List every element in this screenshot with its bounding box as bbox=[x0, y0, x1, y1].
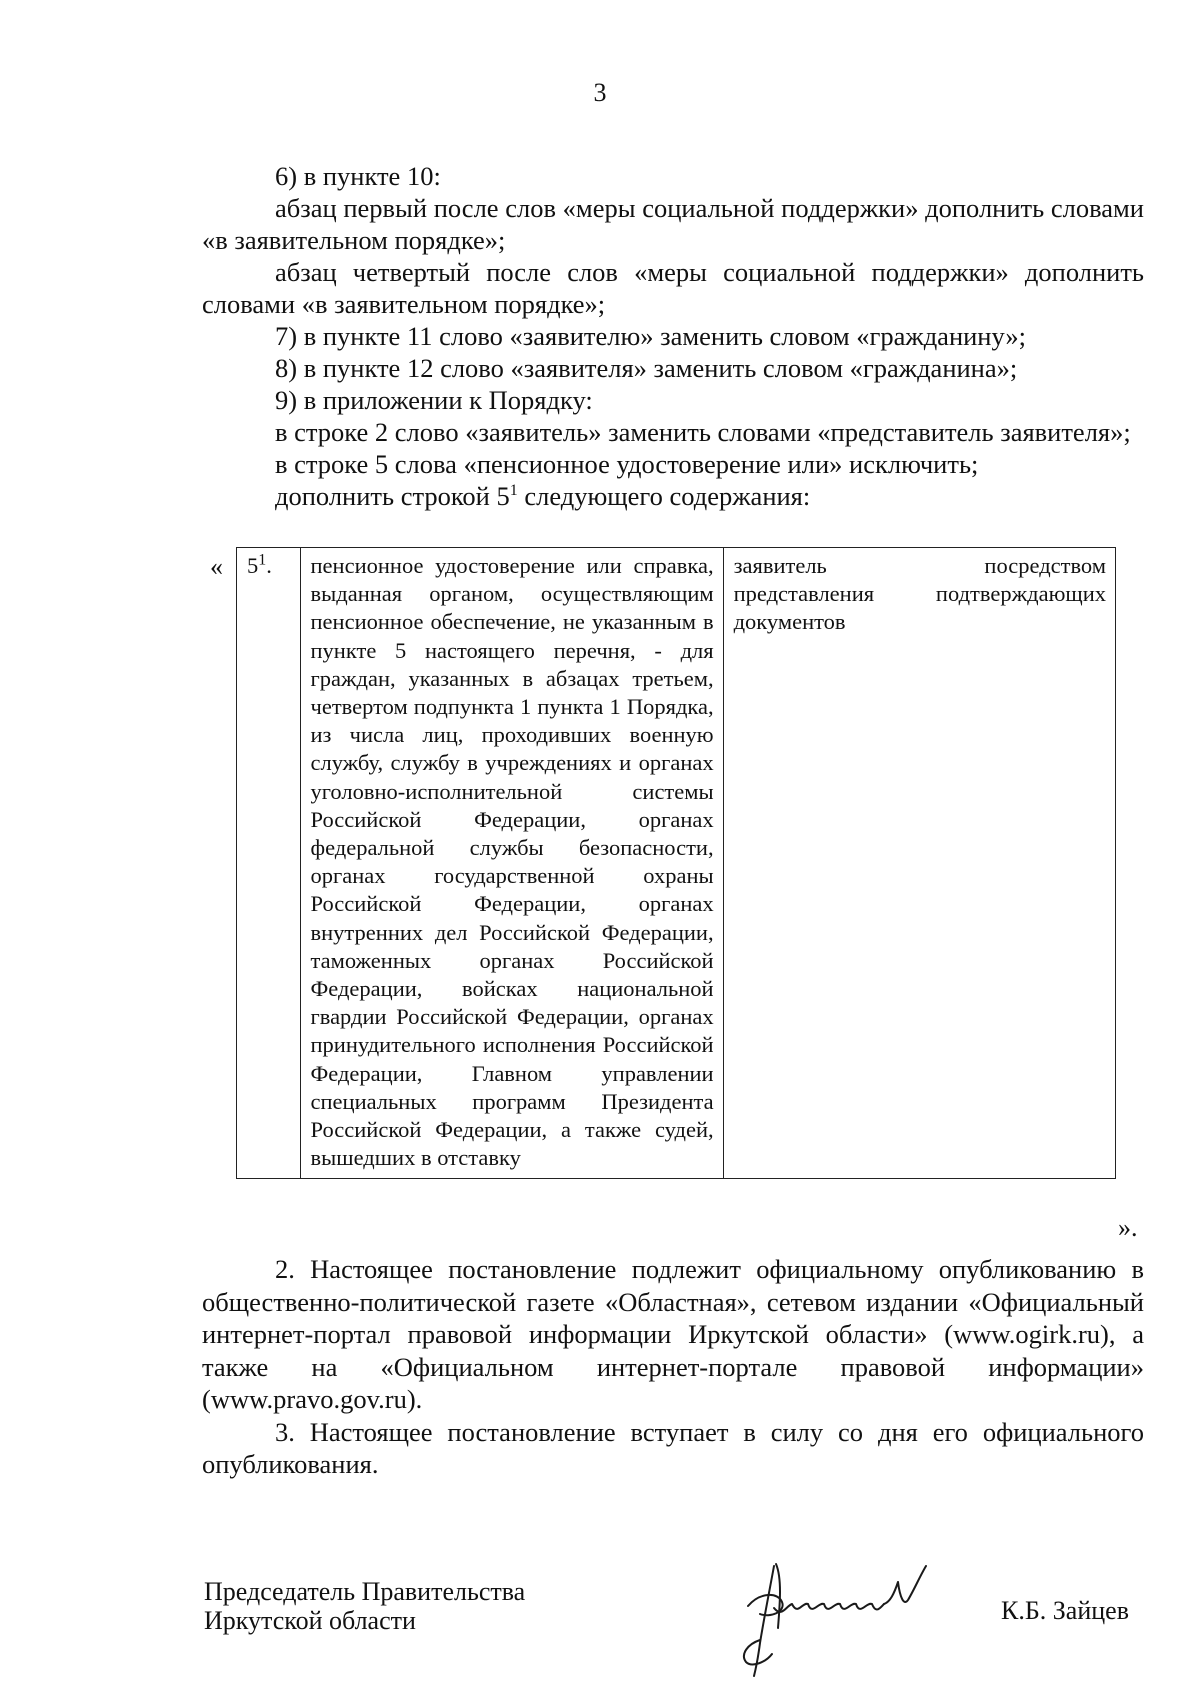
submitter-cell bbox=[723, 548, 1115, 1179]
table-row bbox=[237, 548, 1116, 1179]
row-number-cell bbox=[237, 548, 301, 1179]
paragraph-abzac-1: абзац первый после слов «меры социальной поддержки» дополнить словами «в заявительном порядке»; bbox=[202, 193, 1144, 255]
signatory-position-line-1: Председатель Правительства bbox=[204, 1577, 526, 1606]
add-row-superscript: 1 bbox=[509, 482, 518, 500]
paragraph-entry-into-force: 3. Настоящее постановление вступает в силу со дня его официального опубликования. bbox=[202, 1416, 1144, 1479]
submitter-line-2: представления подтверждающих bbox=[733, 581, 1106, 607]
page-number: 3 bbox=[593, 78, 607, 107]
paragraph-add-row bbox=[202, 480, 1144, 512]
paragraph-item-6: 6) в пункте 10: bbox=[275, 161, 441, 191]
amendments-list bbox=[202, 160, 1144, 512]
table-open-quote: « bbox=[210, 552, 223, 581]
amendment-table bbox=[236, 547, 1116, 1179]
paragraph-publication: 2. Настоящее постановление подлежит официальному опубликованию в общественно-политической газете «Областная», сетевом издании «Официальный интернет-портал правовой информации Иркутской области» (www.ogirk.ru), а также на «Официальном интернет-портале правовой информации» (www.pravo.gov.ru). bbox=[202, 1254, 1144, 1414]
paragraph-row-2: в строке 2 слово «заявитель» заменить словами «представитель заявителя»; bbox=[275, 417, 1131, 447]
submitter-line-3: документов bbox=[733, 609, 846, 635]
paragraph-abzac-4: абзац четвертый после слов «меры социальной поддержки» дополнить словами «в заявительном порядке»; bbox=[202, 257, 1144, 319]
signatory-position bbox=[204, 1577, 525, 1635]
paragraph-row-5: в строке 5 слова «пенсионное удостоверение или» исключить; bbox=[275, 449, 979, 479]
paragraph-item-9: 9) в приложении к Порядку: bbox=[275, 385, 593, 415]
row-number-suffix: . bbox=[266, 553, 272, 578]
final-provisions bbox=[202, 1253, 1144, 1481]
table-close-quote: ». bbox=[1118, 1213, 1138, 1242]
signatory-name: К.Б. Зайцев bbox=[1001, 1596, 1129, 1625]
submitter-line-1: заявитель посредством bbox=[733, 553, 1106, 578]
signatory-position-line-2: Иркутской области bbox=[204, 1606, 416, 1635]
paragraph-item-8: 8) в пункте 12 слово «заявителя» заменить словом «гражданина»; bbox=[275, 353, 1018, 383]
paragraph-item-7: 7) в пункте 11 слово «заявителю» заменить словом «гражданину»; bbox=[275, 321, 1027, 351]
add-row-text-before: дополнить строкой 5 bbox=[275, 481, 510, 511]
add-row-text-after: следующего содержания: bbox=[517, 481, 811, 511]
row-number-superscript: 1 bbox=[258, 551, 267, 569]
handwritten-signature bbox=[730, 1558, 960, 1678]
document-cell: пенсионное удостоверение или справка, выданная органом, осуществляющим пенсионное обеспечение, не указанным в пункте 5 настоящего перечня, - для граждан, указанных в абзацах третьем, четвертом подпункта 1 пункта 1 Порядка, из числа лиц, проходивших военную службу, службу в учреждениях и органах уголовно-исполнительной системы Российской Федерации, органах федеральной службы безопасности, органах государственной охраны Российской Федерации, органах внутренних дел Российской Федерации, таможенных органах Российской Федерации, войсках национальной гвардии Российской Федерации, органах принудительного исполнения Российской Федерации, Главном управлении специальных программ Президента Российской Федерации, а также судей, вышедших в отставку bbox=[300, 548, 723, 1179]
row-number: 5 bbox=[247, 553, 259, 578]
